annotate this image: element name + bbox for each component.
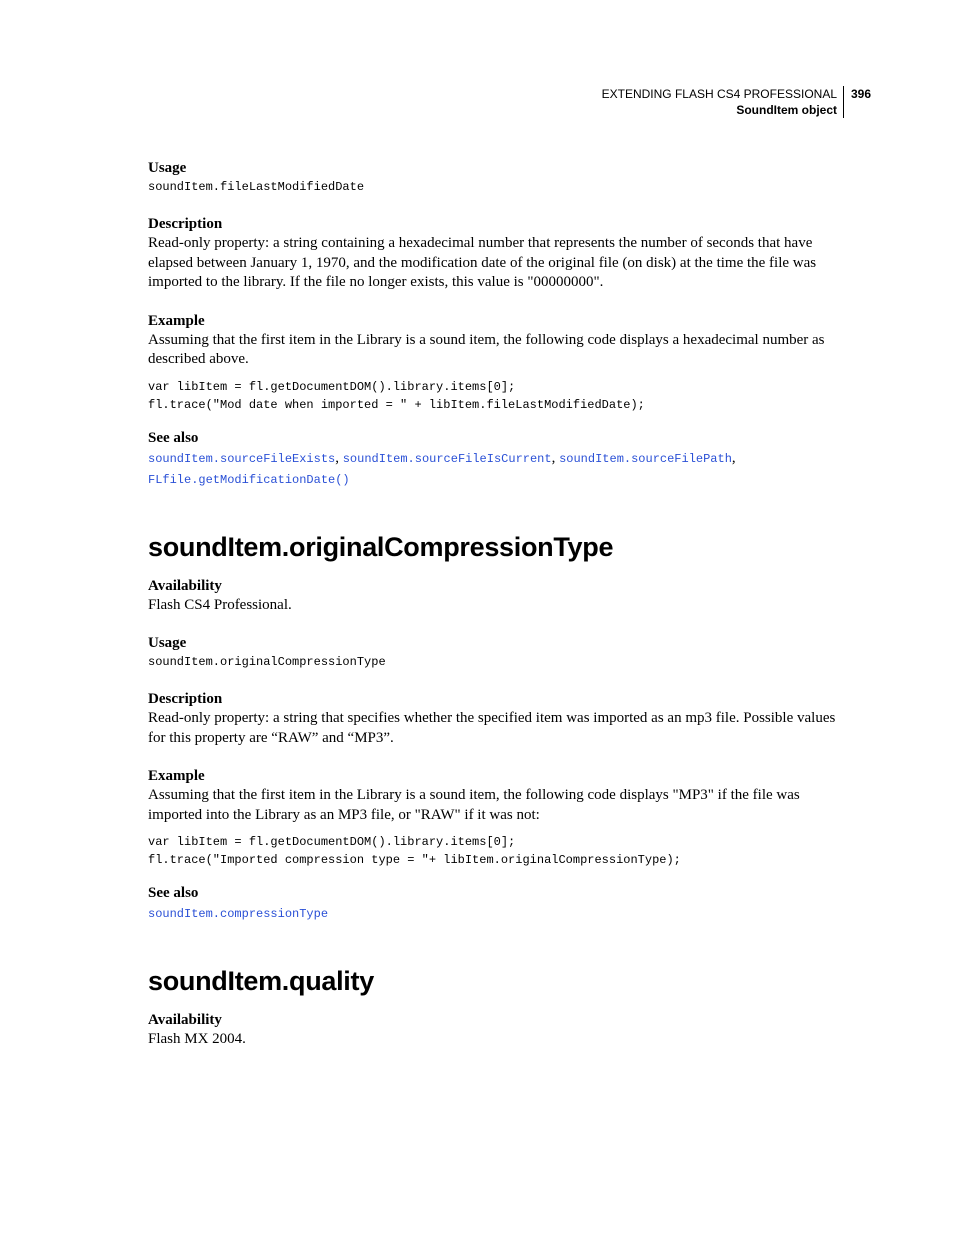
example-text: Assuming that the first item in the Library is a sound item, the following code displays "MP3" if the file was imported into the Library as an MP3 file, or "RAW" if it was not:	[148, 787, 800, 823]
code-line: fl.trace("Imported compression type = "+ libItem.originalCompressionType);	[148, 853, 681, 867]
example-label: Example	[148, 312, 205, 329]
description-label: Description	[148, 691, 223, 707]
availability-text: Flash CS4 Professional.	[148, 596, 292, 613]
usage-code: soundItem.fileLastModifiedDate	[148, 180, 365, 194]
example-text: Assuming that the first item in the Library is a sound item, the following code displays a hexadecimal number as described above.	[148, 331, 825, 367]
running-header	[602, 86, 844, 118]
code-line: fl.trace("Mod date when imported = " + libItem.fileLastModifiedDate);	[148, 397, 645, 412]
availability-text: Flash MX 2004.	[148, 1031, 246, 1047]
link-source-file-path[interactable]: soundItem.sourceFilePath	[559, 451, 732, 466]
see-also-links	[148, 903, 848, 924]
comma-separator: ,	[731, 449, 736, 466]
section-heading-quality: soundItem.quality	[148, 966, 374, 996]
availability-label: Availability	[148, 577, 222, 594]
link-source-file-exists[interactable]: soundItem.sourceFileExists	[148, 451, 336, 466]
usage-label: Usage	[148, 635, 187, 651]
description-text: Read-only property: a string containing a hexadecimal number that represents the number of seconds that have elapsed between January 1, 1970, and the modification date of the original file (on disk) at the time the file was imported to the library. If the file no longer exists, this value is "00000000".	[148, 235, 817, 290]
page-number: 396	[851, 87, 872, 101]
section-heading-original-compression-type: soundItem.originalCompressionType	[148, 531, 614, 562]
description-text: Read-only property: a string that specifies whether the specified item was imported as an mp3 file. Possible values for this property are “RAW” and “MP3”.	[148, 710, 836, 746]
code-line: var libItem = fl.getDocumentDOM().library.items[0];	[148, 835, 516, 849]
link-compression-type[interactable]: soundItem.compressionType	[148, 907, 329, 921]
link-get-modification-date[interactable]: FLfile.getModificationDate()	[148, 472, 350, 487]
link-source-file-is-current[interactable]: soundItem.sourceFileIsCurrent	[342, 451, 552, 466]
usage-label: Usage	[148, 160, 187, 176]
see-also-label: See also	[148, 885, 199, 901]
code-line: var libItem = fl.getDocumentDOM().library.items[0];	[148, 379, 516, 394]
description-label: Description	[148, 216, 223, 232]
see-also-label: See also	[148, 429, 199, 446]
see-also-links	[148, 448, 848, 490]
header-title: EXTENDING FLASH CS4 PROFESSIONAL	[601, 87, 837, 101]
page-content	[148, 158, 848, 1050]
example-label: Example	[148, 768, 205, 784]
comma-separator: ,	[551, 449, 556, 466]
usage-code: soundItem.originalCompressionType	[148, 655, 386, 669]
comma-separator: ,	[335, 449, 339, 466]
availability-label: Availability	[148, 1012, 222, 1028]
header-subtitle: SoundItem object	[736, 103, 837, 117]
